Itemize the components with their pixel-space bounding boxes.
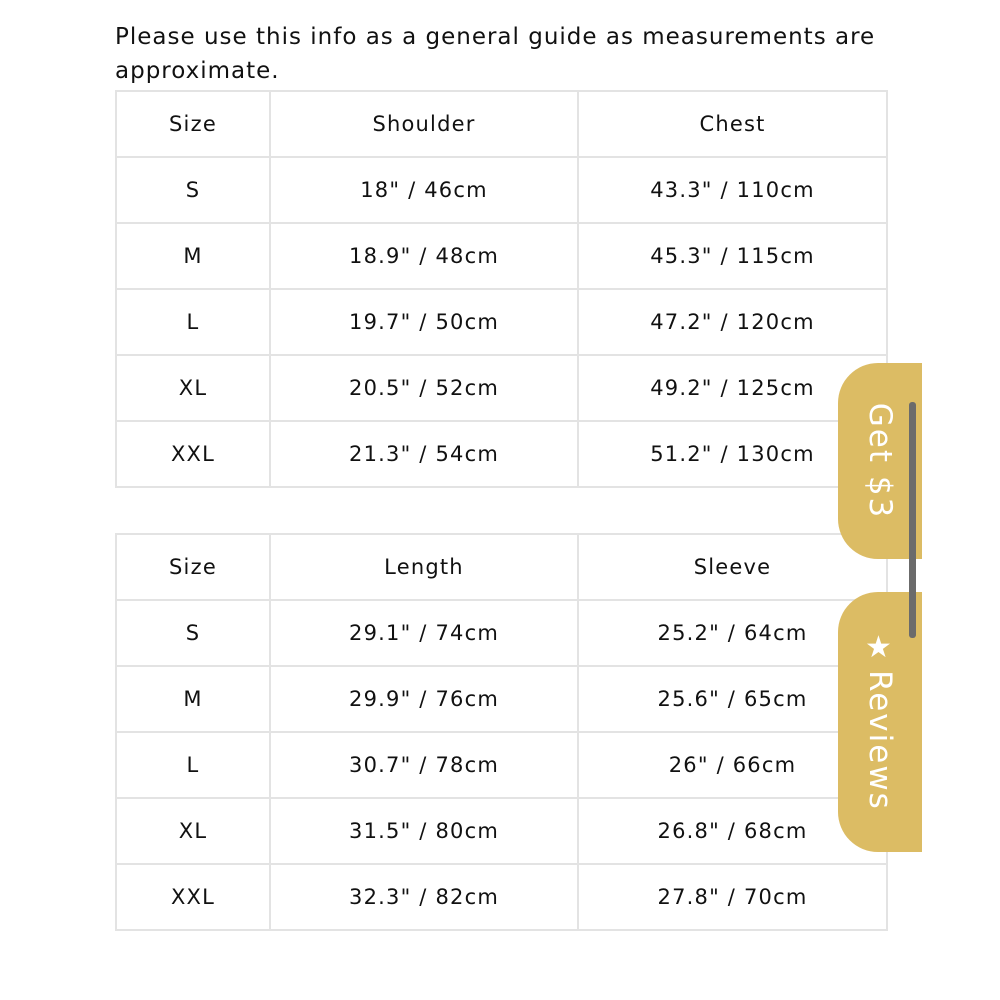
cell-chest: 47.2" / 120cm [578,289,887,355]
cell-length: 30.7" / 78cm [270,732,578,798]
cell-shoulder: 21.3" / 54cm [270,421,578,487]
table-row [116,421,887,487]
table-row [116,600,887,666]
cell-length: 32.3" / 82cm [270,864,578,930]
cell-size: S [116,157,270,223]
cell-sleeve: 26" / 66cm [578,732,887,798]
cell-length: 29.9" / 76cm [270,666,578,732]
size-guide-note: Please use this info as a general guide as measurements are approximate. [115,24,876,84]
header-size: Size [116,91,270,157]
header-length: Length [270,534,578,600]
cell-shoulder: 19.7" / 50cm [270,289,578,355]
table-row [116,289,887,355]
cell-sleeve: 26.8" / 68cm [578,798,887,864]
table-row [116,732,887,798]
header-shoulder: Shoulder [270,91,578,157]
cell-sleeve: 25.6" / 65cm [578,666,887,732]
cell-shoulder: 20.5" / 52cm [270,355,578,421]
table-row [116,355,887,421]
cell-size: XXL [116,421,270,487]
header-size: Size [116,534,270,600]
cell-size: XXL [116,864,270,930]
cell-size: XL [116,355,270,421]
cell-length: 31.5" / 80cm [270,798,578,864]
cell-size: S [116,600,270,666]
table-header-row [116,534,887,600]
table-row [116,223,887,289]
cell-shoulder: 18" / 46cm [270,157,578,223]
cell-chest: 49.2" / 125cm [578,355,887,421]
table-row [116,798,887,864]
cell-size: L [116,732,270,798]
cell-size: M [116,666,270,732]
cell-shoulder: 18.9" / 48cm [270,223,578,289]
table-row [116,157,887,223]
header-sleeve: Sleeve [578,534,887,600]
cell-chest: 51.2" / 130cm [578,421,887,487]
cell-sleeve: 25.2" / 64cm [578,600,887,666]
cell-chest: 43.3" / 110cm [578,157,887,223]
table-header-row [116,91,887,157]
table-row [116,864,887,930]
cell-size: M [116,223,270,289]
cell-size: L [116,289,270,355]
star-icon: ★ [865,630,895,666]
cell-length: 29.1" / 74cm [270,600,578,666]
get-discount-label: Get $3 [862,402,898,520]
cell-size: XL [116,798,270,864]
cell-chest: 45.3" / 115cm [578,223,887,289]
header-chest: Chest [578,91,887,157]
cell-sleeve: 27.8" / 70cm [578,864,887,930]
reviews-tab-content [862,630,898,811]
size-table-shoulder-chest [115,90,888,488]
reviews-label: Reviews [862,670,898,811]
scrollbar-thumb[interactable] [909,402,916,638]
table-row [116,666,887,732]
size-table-length-sleeve [115,533,888,931]
